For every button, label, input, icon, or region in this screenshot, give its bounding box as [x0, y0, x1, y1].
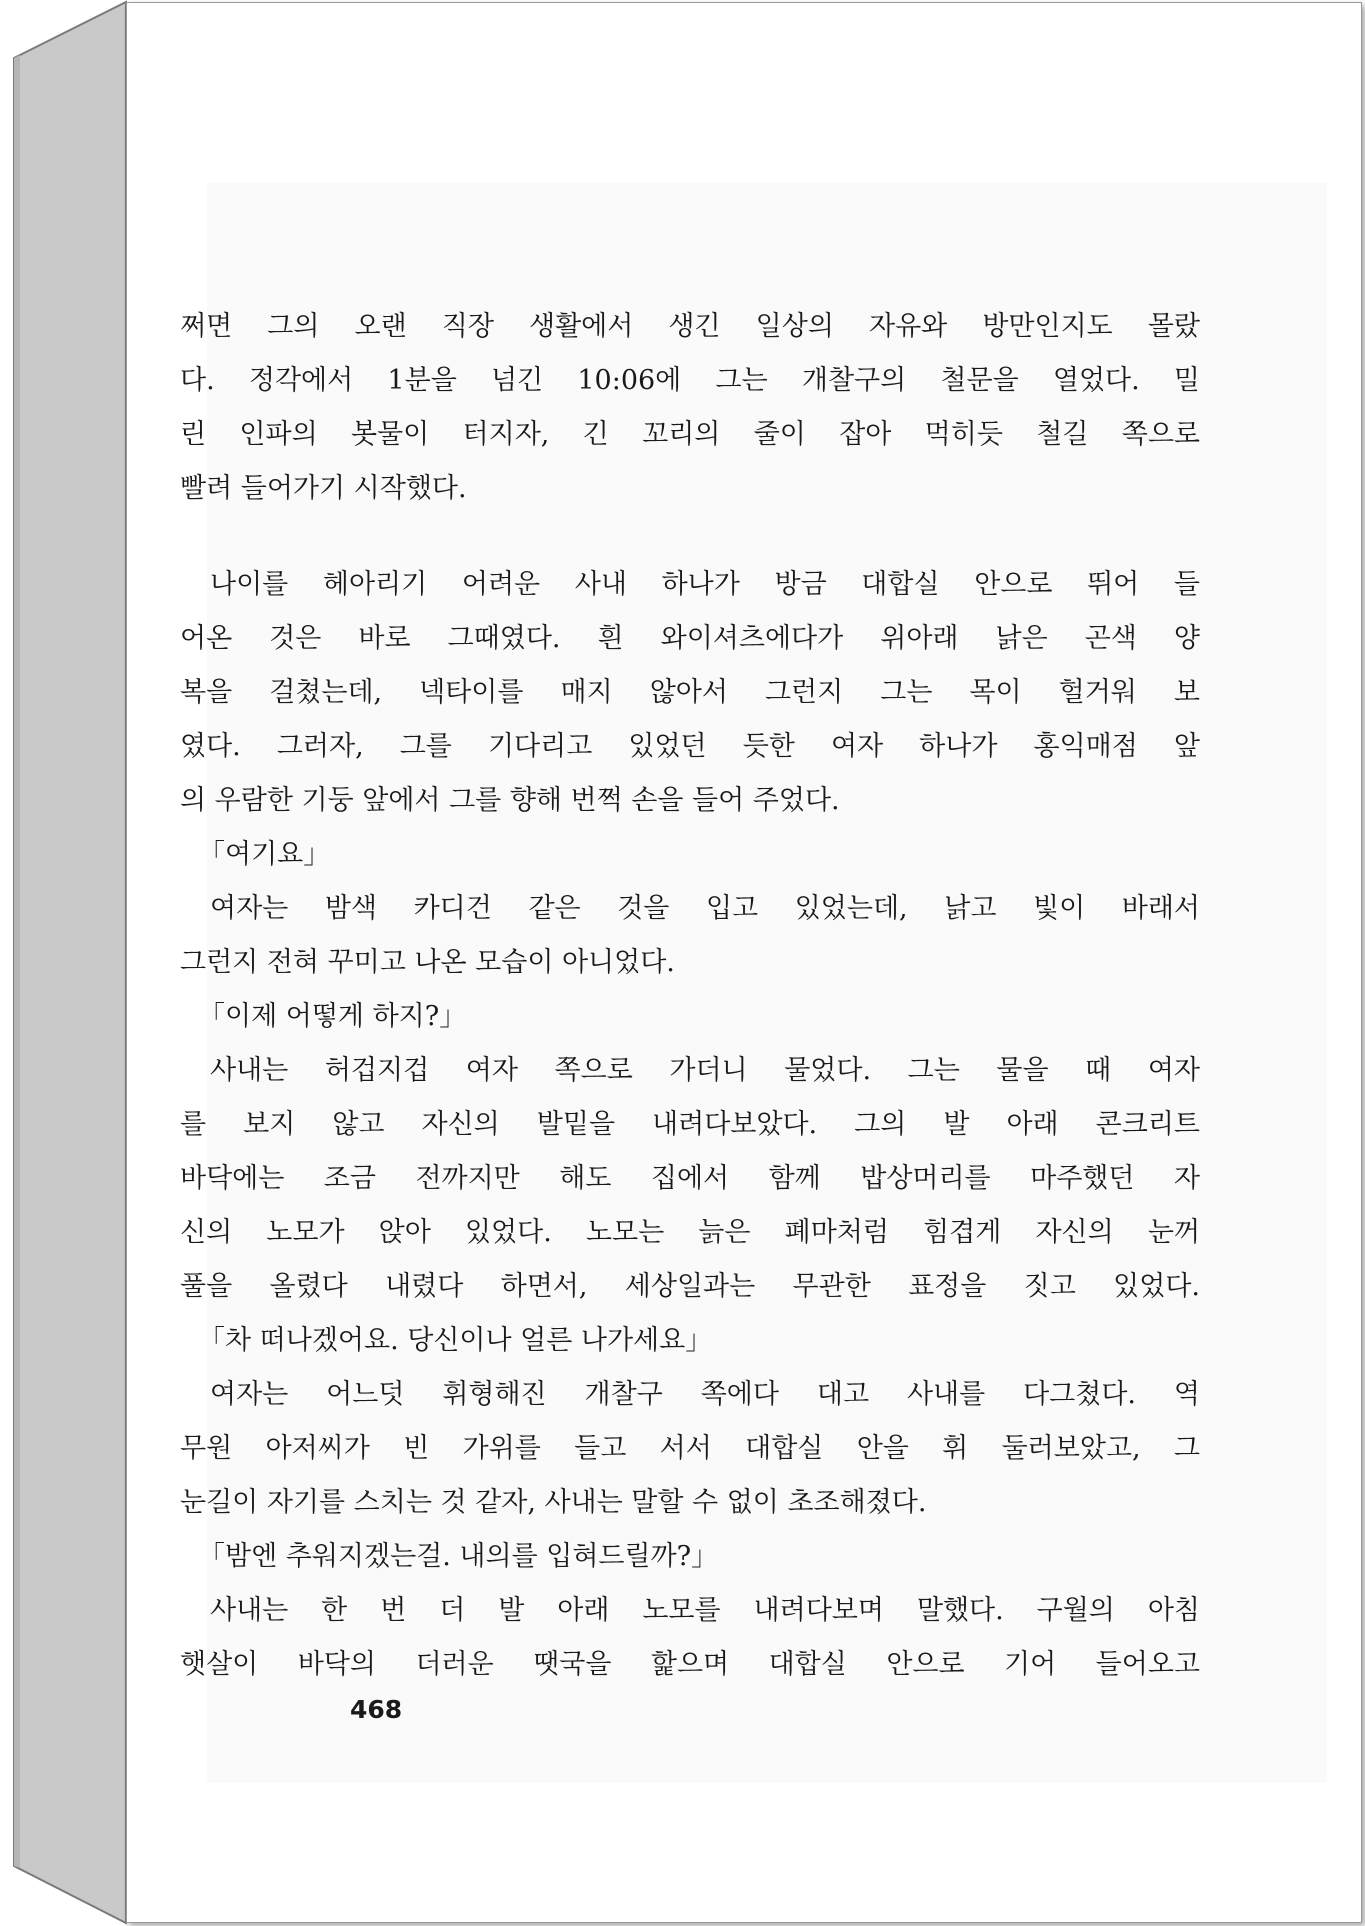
text-line: 사내는 허겁지겁 여자 쪽으로 가더니 물었다. 그는 물을 때 여자: [210, 1055, 1200, 1086]
dialogue-quote-1: 「여기요」: [198, 839, 331, 870]
text-line: 그런지 전혀 꾸미고 나온 모습이 아니었다.: [180, 947, 675, 978]
text-line: 어온 것은 바로 그때였다. 흰 와이셔츠에다가 위아래 낡은 곤색 양: [180, 623, 1200, 654]
text-line: 햇살이 바닥의 더러운 땟국을 핥으며 대합실 안으로 기어 들어오고: [180, 1649, 1200, 1680]
text-line: 다. 정각에서 1분을 넘긴 10:06에 그는 개찰구의 철문을 열었다. 밀: [180, 365, 1200, 396]
paragraph-4: [180, 1044, 1200, 1314]
text-line: 빨려 들어가기 시작했다.: [180, 473, 467, 504]
dialogue-quote-4: 「밤엔 추워지겠는걸. 내의를 입혀드릴까?」: [198, 1541, 719, 1572]
text-line: 복을 걸쳤는데, 넥타이를 매지 않아서 그런지 그는 목이 헐거워 보: [180, 677, 1200, 708]
paragraph-6: [180, 1584, 1200, 1692]
text-line: 여자는 어느덧 휘형해진 개찰구 쪽에다 대고 사내를 다그쳤다. 역: [210, 1379, 1200, 1410]
text-line: 의 우람한 기둥 앞에서 그를 향해 번쩍 손을 들어 주었다.: [180, 785, 840, 816]
paragraph-3: [180, 882, 1200, 990]
paragraph-gap: [180, 516, 1200, 558]
text-line: 바닥에는 조금 전까지만 해도 집에서 함께 밥상머리를 마주했던 자: [180, 1163, 1200, 1194]
body-text: [180, 300, 1200, 1692]
text-line: 신의 노모가 앉아 있었다. 노모는 늙은 폐마처럼 힘겹게 자신의 눈꺼: [180, 1217, 1200, 1248]
text-line: 를 보지 않고 자신의 발밑을 내려다보았다. 그의 발 아래 콘크리트: [180, 1109, 1200, 1140]
paragraph-5: [180, 1368, 1200, 1530]
text-line: 쩌면 그의 오랜 직장 생활에서 생긴 일상의 자유와 방만인지도 몰랐: [180, 311, 1200, 342]
text-line: 무원 아저씨가 빈 가위를 들고 서서 대합실 안을 휘 둘러보았고, 그: [180, 1433, 1200, 1464]
page-number: 468: [350, 1695, 403, 1724]
text-line: 눈길이 자기를 스치는 것 같자, 사내는 말할 수 없이 초조해졌다.: [180, 1487, 927, 1518]
text-line: 린 인파의 봇물이 터지자, 긴 꼬리의 줄이 잡아 먹히듯 철길 쪽으로: [180, 419, 1200, 450]
paragraph-1: [180, 300, 1200, 516]
dialogue-quote-2: 「이제 어떻게 하지?」: [198, 1001, 467, 1032]
text-line: 풀을 올렸다 내렸다 하면서, 세상일과는 무관한 표정을 짓고 있었다.: [180, 1271, 1200, 1302]
book-spine: [0, 0, 130, 1926]
text-line: 여자는 밤색 카디건 같은 것을 입고 있었는데, 낡고 빛이 바래서: [210, 893, 1200, 924]
paragraph-2: [180, 558, 1200, 828]
text-line: 였다. 그러자, 그를 기다리고 있었던 듯한 여자 하나가 홍익매점 앞: [180, 731, 1200, 762]
text-line: 사내는 한 번 더 발 아래 노모를 내려다보며 말했다. 구월의 아침: [210, 1595, 1200, 1626]
dialogue-quote-3: 「차 떠나겠어요. 당신이나 얼른 나가세요」: [198, 1325, 713, 1356]
text-line: 나이를 헤아리기 어려운 사내 하나가 방금 대합실 안으로 뛰어 들: [210, 569, 1200, 600]
